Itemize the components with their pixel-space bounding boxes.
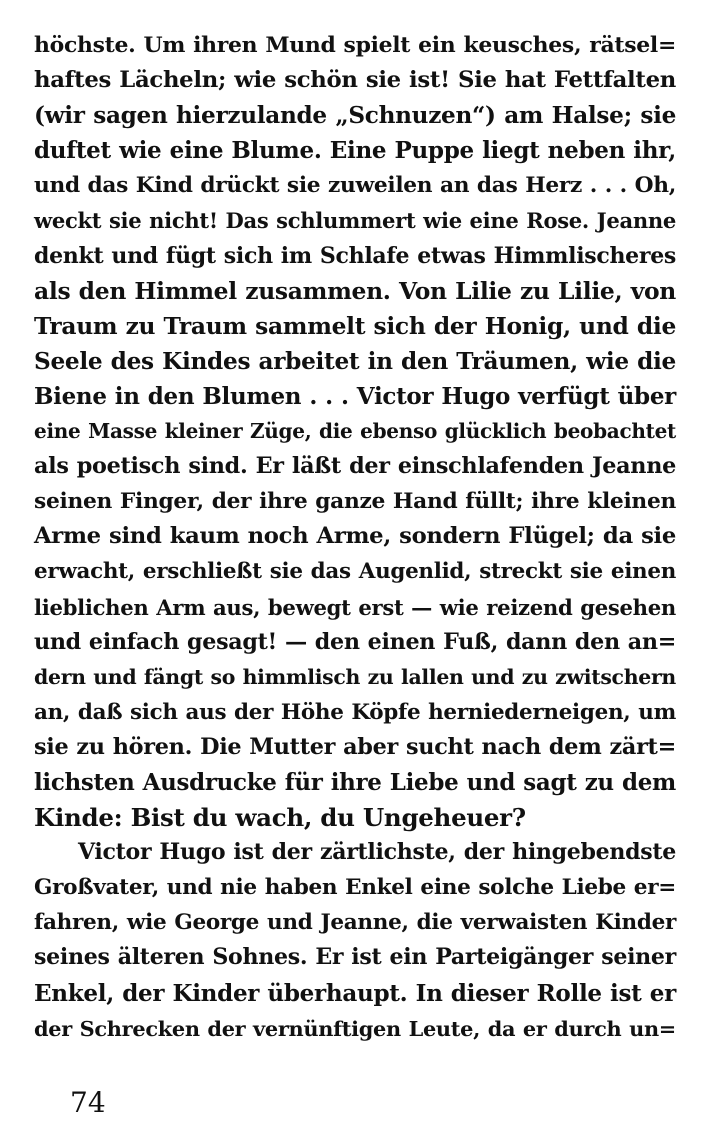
text-line: fahren, wie George und Jeanne, die verwaisten Kinder [34,910,676,936]
text-line: eine Masse kleiner Züge, die ebenso glücklich beobachtet [34,419,676,444]
text-line: höchste. Um ihren Mund spielt ein keusches, rätsel= [34,32,676,58]
text-line: und das Kind drückt sie zuweilen an das Herz . . . Oh, [34,173,676,199]
text-line: Victor Hugo ist der zärtlichste, der hingebendste [78,839,676,866]
text-line: seinen Finger, der ihre ganze Hand füllt; ihre kleinen [34,489,676,515]
text-line: Traum zu Traum sammelt sich der Honig, und die [34,311,676,340]
text-line: Kinde: Bist du wach, du Ungeheuer? [34,803,526,833]
text-line: Biene in den Blumen . . . Victor Hugo verfügt über [34,382,676,410]
text-line: lichsten Ausdrucke für ihre Liebe und sagt zu dem [34,768,676,796]
text-line: Arme sind kaum noch Arme, sondern Flügel; da sie [34,523,676,550]
text-line: und einfach gesagt! — den einen Fuß, dann den an= [34,628,676,655]
text-line: als den Himmel zusammen. Von Lilie zu Lilie, von [34,276,676,305]
page-number: 74 [70,1086,106,1119]
text-line: an, daß sich aus der Höhe Köpfe herniederneigen, um [34,699,676,725]
text-line: Seele des Kindes arbeitet in den Träumen, wie die [34,347,676,375]
text-line: seines älteren Sohnes. Er ist ein Parteigänger seiner [34,944,676,971]
text-line: denkt und fügt sich im Schlafe etwas Himmlischeres [34,242,676,269]
text-line: dern und fängt so himmlisch zu lallen und zu zwitschern [34,664,676,689]
text-line: lieblichen Arm aus, bewegt erst — wie reizend gesehen [34,594,676,620]
text-line: als poetisch sind. Er läßt der einschlafenden Jeanne [34,453,676,480]
body-text [34,28,676,1046]
paragraph-1 [34,28,676,835]
text-line: Großvater, und nie haben Enkel eine solche Liebe er= [34,875,676,901]
text-line: sie zu hören. Die Mutter aber sucht nach dem zärt= [34,733,676,760]
text-line: weckt sie nicht! Das schlummert wie eine Rose. Jeanne [34,208,676,234]
text-line: haftes Lächeln; wie schön sie ist! Sie hat Fettfalten [34,67,676,94]
text-line: der Schrecken der vernünftigen Leute, da er durch un= [34,1015,676,1041]
text-line: (wir sagen hierzulande „Schnuzen“) am Halse; sie [34,102,676,130]
text-line: erwacht, erschließt sie das Augenlid, streckt sie einen [34,559,676,585]
paragraph-2 [34,835,676,1046]
text-line: duftet wie eine Blume. Eine Puppe liegt neben ihr, [34,137,676,165]
text-line: Enkel, der Kinder überhaupt. In dieser Rolle ist er [34,979,676,1007]
